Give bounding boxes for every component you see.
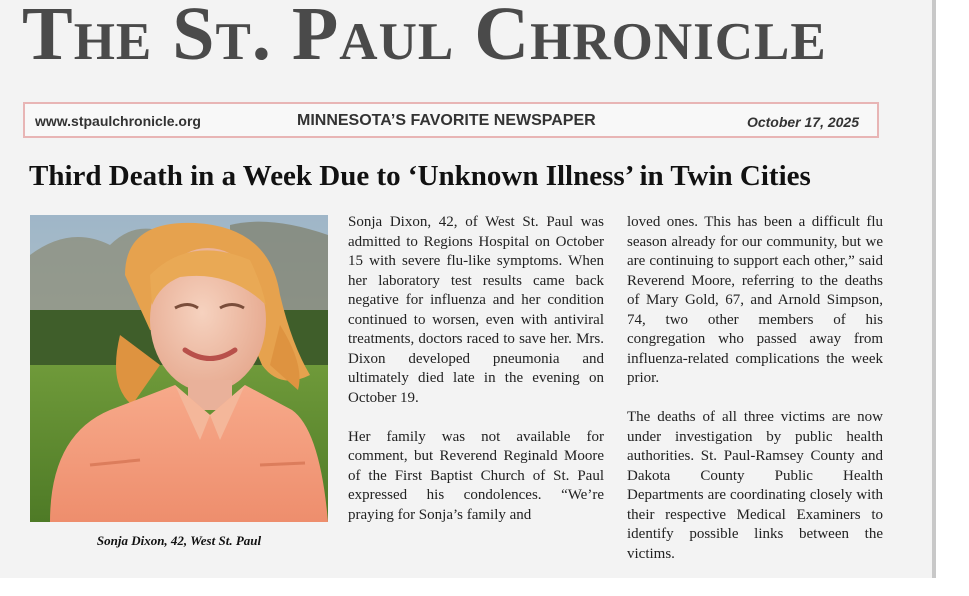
- masthead-title: The St. Paul Chronicle: [22, 0, 827, 76]
- photo-caption: Sonja Dixon, 42, West St. Paul: [96, 533, 262, 548]
- article-column-1: [348, 213, 604, 545]
- article-column-2: [627, 213, 883, 578]
- tagline: MINNESOTA’S FAVORITE NEWSPAPER: [297, 112, 596, 129]
- paragraph: Her family was not available for comment, but Reverend Reginald Moore of the First Baptist Church of St. Paul expressed his condolences. “We’re praying for Sonja’s family and: [348, 428, 604, 523]
- article-headline: Third Death in a Week Due to ‘Unknown Illness’ in Twin Cities: [29, 160, 811, 192]
- page-edge: [932, 0, 936, 578]
- paragraph: loved ones. This has been a difficult flu season already for our community, but we are continuing to support each other,” said Reverend Moore, referring to the deaths of Mary Gold, 67, and Arnold Simpson, 74, two other members of his congregation who passed away from influenza-related complications the week prior.: [627, 214, 883, 386]
- portrait-photo: [30, 215, 328, 522]
- paragraph: Sonja Dixon, 42, of West St. Paul was admitted to Regions Hospital on October 15 with severe flu-like symptoms. When her laboratory test results came back negative for influenza and her condition continued to worsen, even with antiviral treatments, doctors raced to save her. Mrs. Dixon developed pneumonia and ultimately died late in the evening on October 19.: [348, 214, 604, 406]
- issue-date: October 17, 2025: [746, 114, 859, 130]
- paragraph: The deaths of all three victims are now under investigation by public health authorities. St. Paul-Ramsey County and Dakota County Public Health Departments are coordinating closely with their respective Medical Examiners to identify possible links between the victims.: [627, 409, 883, 562]
- masthead-banner: [23, 102, 879, 138]
- website-url[interactable]: www.stpaulchronicle.org: [35, 113, 201, 129]
